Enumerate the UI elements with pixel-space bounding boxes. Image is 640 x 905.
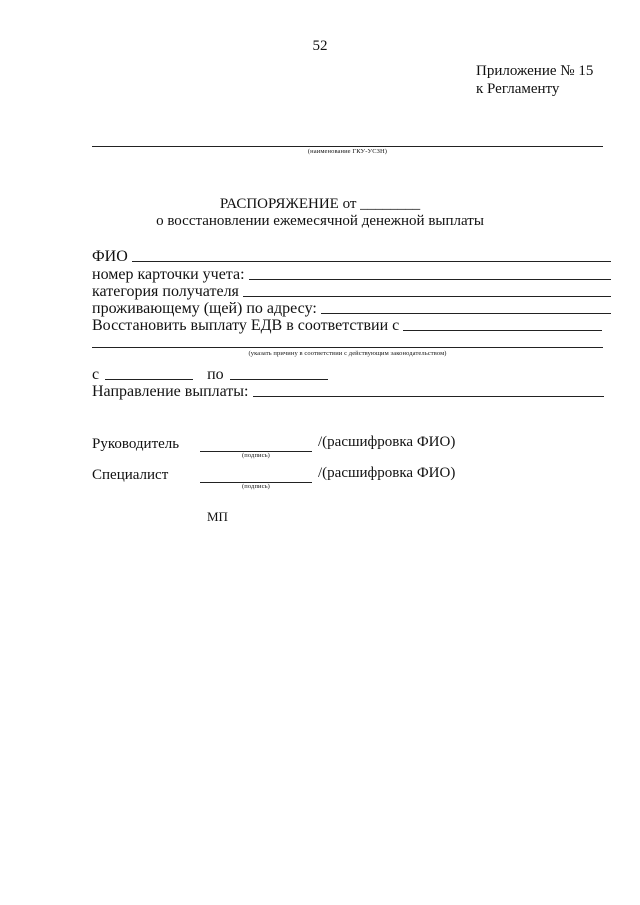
- document-subtitle: о восстановлении ежемесячной денежной выплаты: [156, 213, 484, 229]
- fio-field[interactable]: [132, 261, 611, 262]
- address-field[interactable]: [321, 313, 611, 314]
- appendix-title: Приложение № 15: [476, 63, 594, 79]
- card-number-row: [92, 266, 611, 284]
- to-label: по: [207, 366, 224, 383]
- from-date-field[interactable]: [105, 379, 193, 380]
- card-number-field[interactable]: [249, 279, 611, 280]
- direction-field[interactable]: [253, 396, 605, 397]
- specialist-decode: /(расшифровка ФИО): [318, 465, 456, 481]
- category-field[interactable]: [243, 296, 611, 297]
- category-row: [92, 283, 611, 301]
- address-label: проживающему (щей) по адресу:: [92, 300, 317, 317]
- period-row: [92, 366, 322, 384]
- restore-label: Восстановить выплату ЕДВ в соответствии с: [92, 317, 400, 334]
- direction-row: [92, 383, 604, 401]
- specialist-label: Специалист: [92, 467, 169, 483]
- org-name-line: [92, 146, 603, 147]
- page-number: 52: [312, 38, 328, 54]
- address-row: [92, 300, 611, 318]
- stamp-place: МП: [207, 509, 228, 524]
- to-date-field[interactable]: [230, 379, 328, 380]
- org-name-caption: (наименование ГКУ-УСЗН): [307, 148, 388, 155]
- fio-label: ФИО: [92, 248, 128, 265]
- head-label: Руководитель: [92, 436, 180, 452]
- direction-label: Направление выплаты:: [92, 383, 249, 400]
- reason-line[interactable]: [92, 347, 603, 348]
- specialist-signature-caption: (подпись): [242, 483, 270, 490]
- head-signature-caption: (подпись): [242, 452, 270, 459]
- restore-field[interactable]: [403, 330, 602, 331]
- restore-row: [92, 317, 602, 335]
- appendix-subtitle: к Регламенту: [476, 81, 560, 97]
- from-label: с: [92, 366, 100, 383]
- reason-caption: (указать причину в соответствии с действующим законодательством): [248, 350, 447, 357]
- category-label: категория получателя: [92, 283, 239, 300]
- fio-row: [92, 248, 611, 266]
- card-number-label: номер карточки учета:: [92, 266, 245, 283]
- head-decode: /(расшифровка ФИО): [318, 434, 456, 450]
- document-title: РАСПОРЯЖЕНИЕ от ________: [219, 196, 421, 212]
